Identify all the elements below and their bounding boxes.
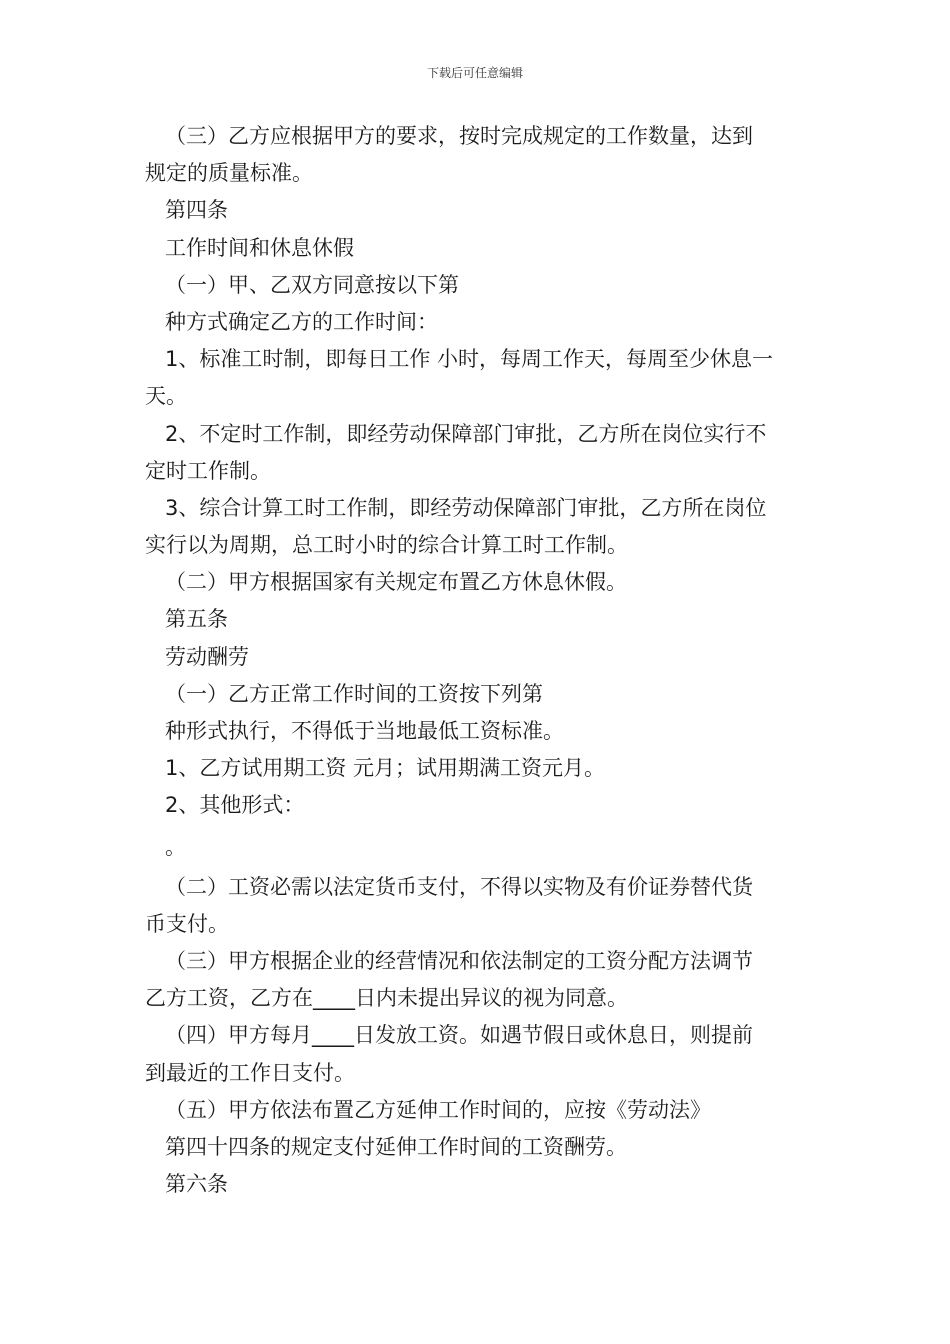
paragraph-line: （二）甲方根据国家有关规定布置乙方休息休假。 [165,570,627,595]
paragraph-line: 到最近的工作日支付。 [145,1060,355,1085]
paragraph-line: （一）乙方正常工作时间的工资按下列第 [165,681,543,706]
paragraph-line: 乙方工资，乙方在____日内未提出异议的视为同意。 [145,986,628,1011]
paragraph-line: 种形式执行，不得低于当地最低工资标准。 [165,719,564,743]
paragraph-line: 实行以为周期，总工时小时的综合计算工时工作制。 [145,533,628,558]
paragraph-line: 种方式确定乙方的工作时间： [165,309,438,334]
paragraph-line: 第四十四条的规定支付延伸工作时间的工资酬劳。 [165,1134,627,1159]
article-heading: 第五条 [165,607,228,632]
paragraph-line: 天。 [145,384,187,409]
paragraph-line: 1、标准工时制，即每日工作 小时，每周工作天，每周至少休息一 [165,347,774,372]
paragraph-line: 规定的质量标准。 [145,161,313,186]
paragraph-line: 3、综合计算工时工作制，即经劳动保障部门审批，乙方所在岗位 [165,495,767,520]
paragraph-line: 2、不定时工作制，即经劳动保障部门审批，乙方所在岗位实行不 [165,421,767,446]
paragraph-line: 。 [165,834,186,859]
article-title: 工作时间和休息休假 [165,235,354,260]
paragraph-line: 定时工作制。 [145,458,271,483]
page-header: 下载后可任意编辑 [426,66,523,80]
document-body [145,118,815,1203]
article-title: 劳动酬劳 [165,644,249,669]
paragraph-line: （四）甲方每月____日发放工资。如遇节假日或休息日，则提前 [165,1023,753,1048]
article-heading: 第四条 [165,198,228,223]
paragraph-line: （二）工资必需以法定货币支付，不得以实物及有价证券替代货 [165,874,753,899]
article-heading: 第六条 [165,1172,228,1197]
paragraph-line: 1、乙方试用期工资 元月；试用期满工资元月。 [165,756,606,781]
paragraph-line: （五）甲方依法布置乙方延伸工作时间的，应按《劳动法》 [165,1097,711,1122]
paragraph-line: （三）甲方根据企业的经营情况和依法制定的工资分配方法调节 [165,948,753,973]
paragraph-line: 币支付。 [145,911,229,936]
paragraph-line: （三）乙方应根据甲方的要求，按时完成规定的工作数量，达到 [165,124,753,148]
paragraph-line: 2、其他形式： [165,793,305,818]
paragraph-line: （一）甲、乙双方同意按以下第 [165,272,459,297]
